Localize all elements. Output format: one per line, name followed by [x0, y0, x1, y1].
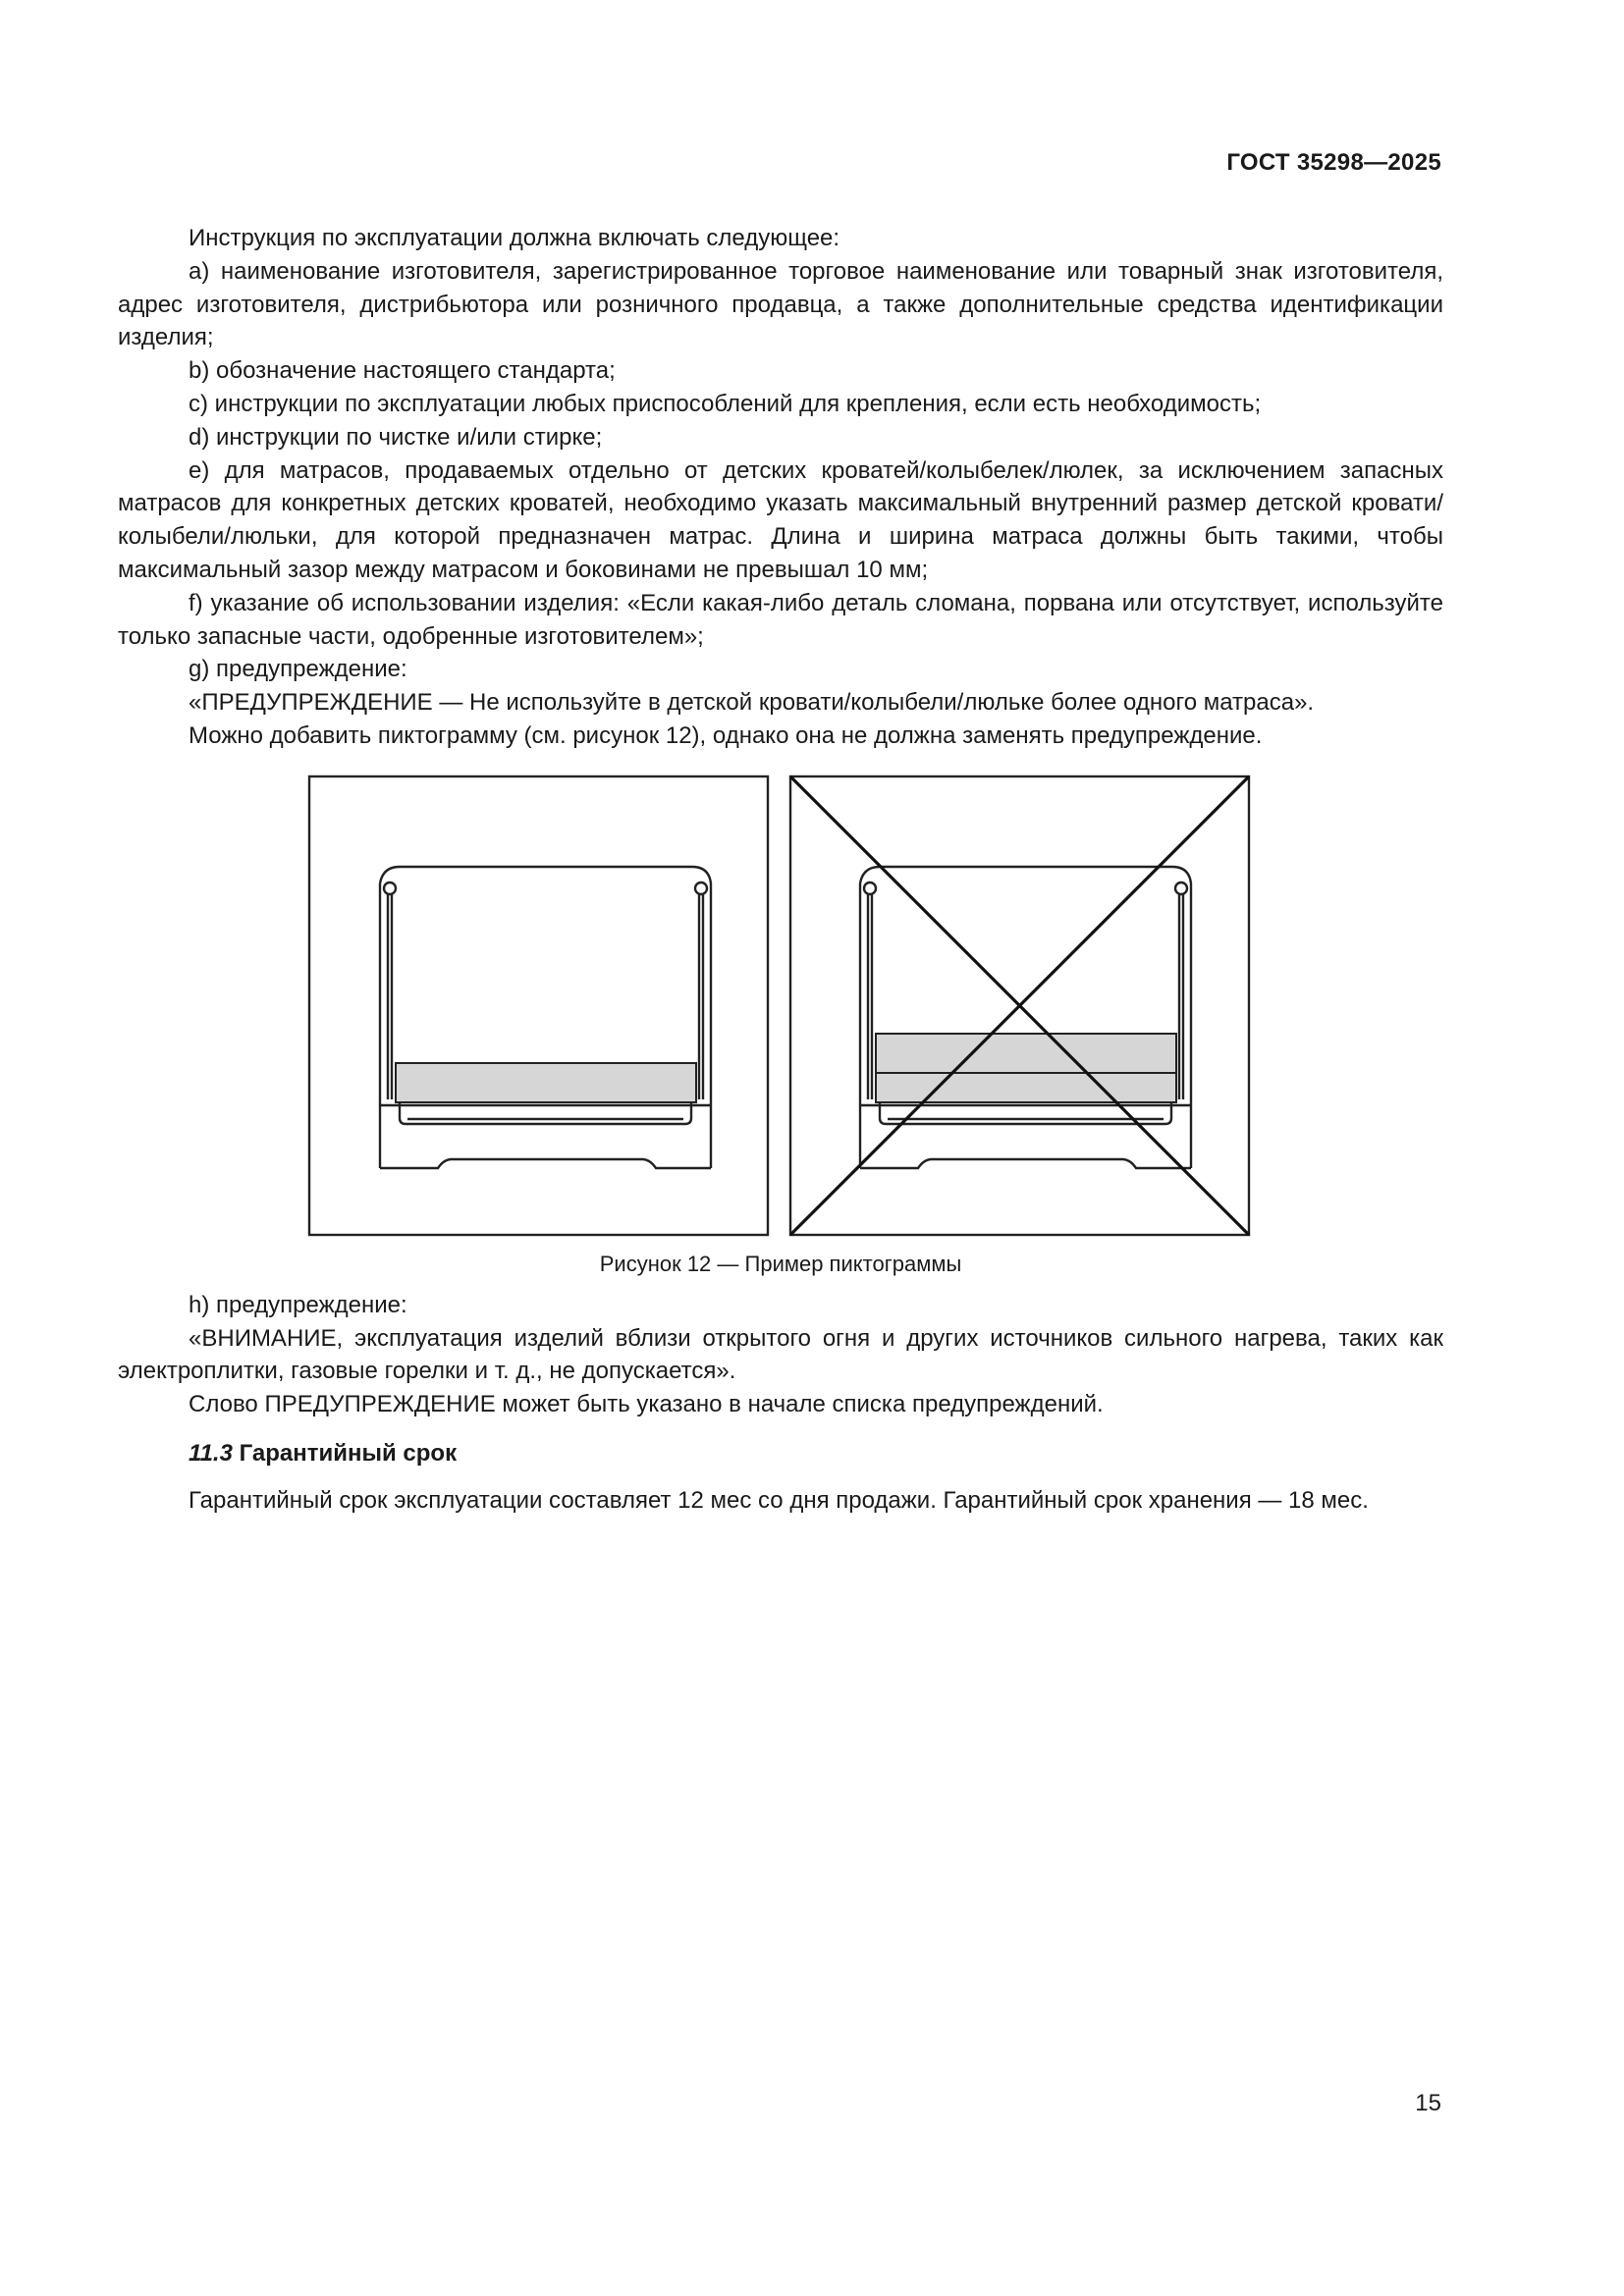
warning-text: «ВНИМАНИЕ, эксплуатация изделий вблизи открытого огня и других источников сильного нагрева, таких как электроплитки, газовые горелки и т. д., не допускается». — [118, 1324, 1443, 1385]
list-item-d: d) инструкции по чистке и/или стирке; — [189, 423, 603, 451]
list-item-e: e) для матрасов, продаваемых отдельно от детских кроватей/колыбелек/люлек, за исключением запасных матрасов для конкретных детских кроватей, необходимо указать максимальный внутренний размер детской кровати/колыбели/люльки, для которой предназначен матрас. Длина и ширина матраса должны быть такими, чтобы максимальный зазор между матрасом и боковинами не превышал 10 мм; — [118, 456, 1443, 583]
figure — [118, 769, 1443, 1289]
crib-icon — [380, 867, 711, 1168]
list-item-f: f) указание об использовании изделия: «Если какая-либо деталь сломана, порвана или отсутствует, используйте только запасные части, одобренные изготовителем»; — [118, 589, 1443, 650]
section-title: Гарантийный срок — [239, 1439, 458, 1467]
paragraph: Слово ПРЕДУПРЕЖДЕНИЕ может быть указано в начале списка предупреждений. — [189, 1391, 1104, 1418]
section-heading — [118, 1437, 1443, 1470]
section-number: 11.3 — [189, 1439, 233, 1467]
list-item-g: g) предупреждение: — [189, 656, 407, 683]
warning-text: «ПРЕДУПРЕЖДЕНИЕ — Не используйте в детской кровати/колыбели/люльке более одного матраса». — [189, 689, 1315, 717]
document-id: ГОСТ 35298—2025 — [1226, 149, 1441, 176]
figure-caption: Рисунок 12 — Пример пиктограммы — [599, 1251, 962, 1276]
pictogram-correct — [309, 776, 768, 1235]
extra-mattress-icon — [876, 1073, 1176, 1102]
page-number: 15 — [1415, 2090, 1441, 2116]
page-content — [118, 222, 1443, 1518]
list-item-c: c) инструкции по эксплуатации любых приспособлений для крепления, если есть необходимость; — [189, 390, 1262, 417]
mattress-icon — [876, 1034, 1176, 1073]
paragraph: Можно добавить пиктограмму (см. рисунок 12), однако она не должна заменять предупреждение. — [189, 721, 1263, 749]
crib-icon — [860, 867, 1191, 1168]
pictogram-incorrect — [790, 776, 1249, 1235]
mattress-icon — [396, 1063, 696, 1102]
paragraph: Инструкция по эксплуатации должна включать следующее: — [189, 225, 840, 251]
list-item-a: a) наименование изготовителя, зарегистрированное торговое наименование или товарный знак изготовителя, адрес изготовителя, дистрибьютора или розничного продавца, а также дополнительные средства идентификации изделия; — [118, 257, 1443, 351]
list-item-h: h) предупреждение: — [189, 1291, 407, 1318]
pictogram-figure — [118, 769, 1443, 1259]
section-text: Гарантийный срок эксплуатации составляет 12 мес со дня продажи. Гарантийный срок хранения — 18 мес. — [189, 1486, 1369, 1514]
list-item-b: b) обозначение настоящего стандарта; — [189, 357, 616, 385]
